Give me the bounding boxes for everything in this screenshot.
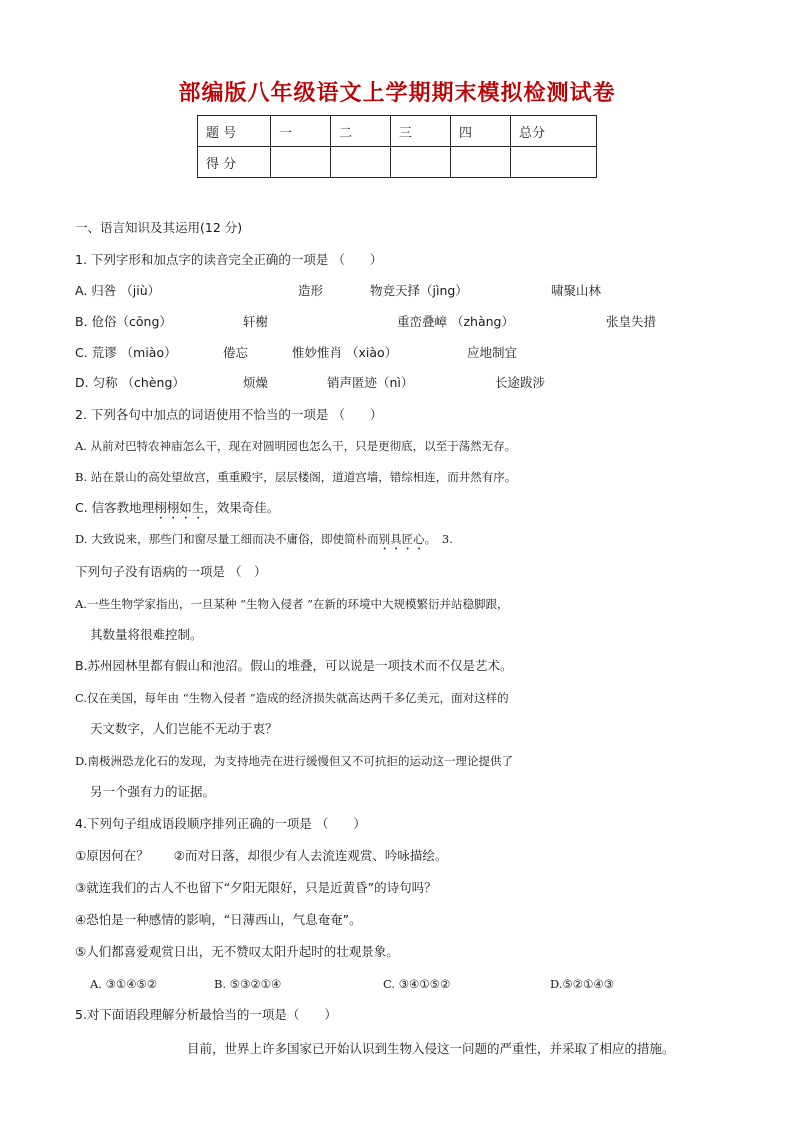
question-3-option-c-line2: 天文数字，人们岂能不无动于衷？ (90, 721, 278, 736)
score-cell[interactable] (391, 147, 451, 178)
question-3-option-c-line1: C.仅在美国，每年由 “生物入侵者 ”造成的经济损失就高达两千多亿美元，面对这样的 (75, 691, 509, 705)
score-cell[interactable] (511, 147, 597, 178)
score-header-cell: 三 (391, 116, 451, 147)
section-heading: 一、语言知识及其运用(12 分) (75, 220, 243, 235)
option-b-part: 轩榭 (243, 314, 269, 329)
question-4-option-b: B. ⑤③②①④ (214, 977, 282, 991)
score-table-score-row (198, 147, 597, 178)
option-d-part: 烦燥 (243, 375, 269, 390)
sentence-3: ③就连我们的古人不也留下“夕阳无限好，只是近黄昏”的诗句吗？ (75, 880, 437, 895)
score-table (197, 115, 597, 178)
option-d-text: 。 3. (424, 532, 453, 546)
page-title: 部编版八年级语文上学期期末模拟检测试卷 (178, 81, 616, 106)
option-b-part: 张皇失措 (606, 314, 657, 329)
option-a-part: 啸聚山林 (551, 283, 602, 298)
question-2-option-a: A. 从前对巴特农神庙怎么干，现在对圆明园也怎么干，只是更彻底，以至于荡然无存。 (75, 439, 517, 453)
dotted-word: 别具匠心 (378, 532, 425, 546)
score-row-label: 得 分 (198, 147, 271, 178)
question-4-option-a: A. ③①④⑤② (90, 977, 158, 991)
sentence-4: ④恐怕是一种感情的影响，“日薄西山，气息奄奄”。 (75, 912, 362, 927)
option-d-text: D. 大致说来，那些门和窗尽量工细而决不庸俗，即使简朴而 (75, 532, 379, 546)
question-5-stem: 5.对下面语段理解分析最恰当的一项是（ ） (75, 1007, 337, 1022)
score-cell[interactable] (271, 147, 331, 178)
option-c-text: ，效果奇佳。 (204, 500, 280, 515)
option-b-part: B. 伧俗（cōng） (75, 314, 172, 329)
score-header-cell: 四 (451, 116, 511, 147)
option-c-part: 惟妙惟肖 （xiào） (292, 345, 398, 360)
option-c-text: C. 信客教地理 (75, 500, 155, 515)
option-c-part: C. 荒谬 （miào） (75, 345, 177, 360)
question-3-option-a-line1: A.一些生物学家指出，一旦某种 “生物入侵者 ”在新的环境中大规模繁衍并站稳脚跟， (75, 597, 509, 611)
option-d-part: 销声匿迹（nì） (327, 375, 414, 390)
dotted-word: 栩栩如生 (154, 500, 205, 515)
score-header-cell: 一 (271, 116, 331, 147)
score-header-cell: 题 号 (198, 116, 271, 147)
question-4-option-c: C. ③④①⑤② (383, 977, 451, 991)
question-1-stem: 1. 下列字形和加点字的读音完全正确的一项是 （ ） (75, 252, 383, 267)
question-5-paragraph: 目前，世界上许多国家已开始认识到生物入侵这一问题的严重性，并采取了相应的措施。 (187, 1041, 675, 1056)
score-header-cell: 总分 (511, 116, 597, 147)
option-a-part: 物竞天择（jìng） (370, 283, 468, 298)
question-2-option-c (75, 499, 279, 522)
score-header-cell: 二 (331, 116, 391, 147)
question-4-option-d: D.⑤②①④③ (550, 977, 615, 991)
score-cell[interactable] (331, 147, 391, 178)
question-4-stem: 4.下列句子组成语段顺序排列正确的一项是 （ ） (75, 816, 366, 831)
option-c-part: 倦忘 (223, 345, 249, 360)
question-3-option-b: B.苏州园林里都有假山和池沼。假山的堆叠，可以说是一项技术而不仅是艺术。 (75, 658, 513, 673)
question-2-option-d (75, 530, 453, 553)
question-3-stem: 下列句子没有语病的一项是 （ ） (75, 564, 267, 579)
option-d-part: 长途跋涉 (495, 375, 546, 390)
question-3-option-d-line1: D.南极洲恐龙化石的发现，为支持地壳在进行缓慢但又不可抗拒的运动这一理论提供了 (75, 754, 513, 768)
option-a-part: 造形 (298, 283, 324, 298)
score-cell[interactable] (451, 147, 511, 178)
option-d-part: D. 匀称 （chèng） (75, 375, 185, 390)
sentence-1-2: ①原因何在？ ②而对日落，却很少有人去流连观赏、吟咏描绘。 (75, 848, 448, 863)
sentence-5: ⑤人们都喜爱观赏日出，无不赞叹太阳升起时的壮观景象。 (75, 944, 399, 959)
score-table-header-row (198, 116, 597, 147)
question-2-stem: 2. 下列各句中加点的词语使用不恰当的一项是 （ ） (75, 407, 383, 422)
question-2-option-b: B. 站在景山的高处望故宫，重重殿宇，层层楼阁，道道宫墙，错综相连，而井然有序。 (75, 470, 517, 484)
option-b-part: 重峦叠嶂 （zhàng） (397, 314, 514, 329)
question-3-option-d-line2: 另一个强有力的证据。 (90, 784, 216, 799)
option-c-part: 应地制宜 (467, 345, 518, 360)
question-3-option-a-line2: 其数量将很难控制。 (90, 627, 203, 642)
option-a-part: A. 归咎 （jiù） (75, 283, 161, 298)
